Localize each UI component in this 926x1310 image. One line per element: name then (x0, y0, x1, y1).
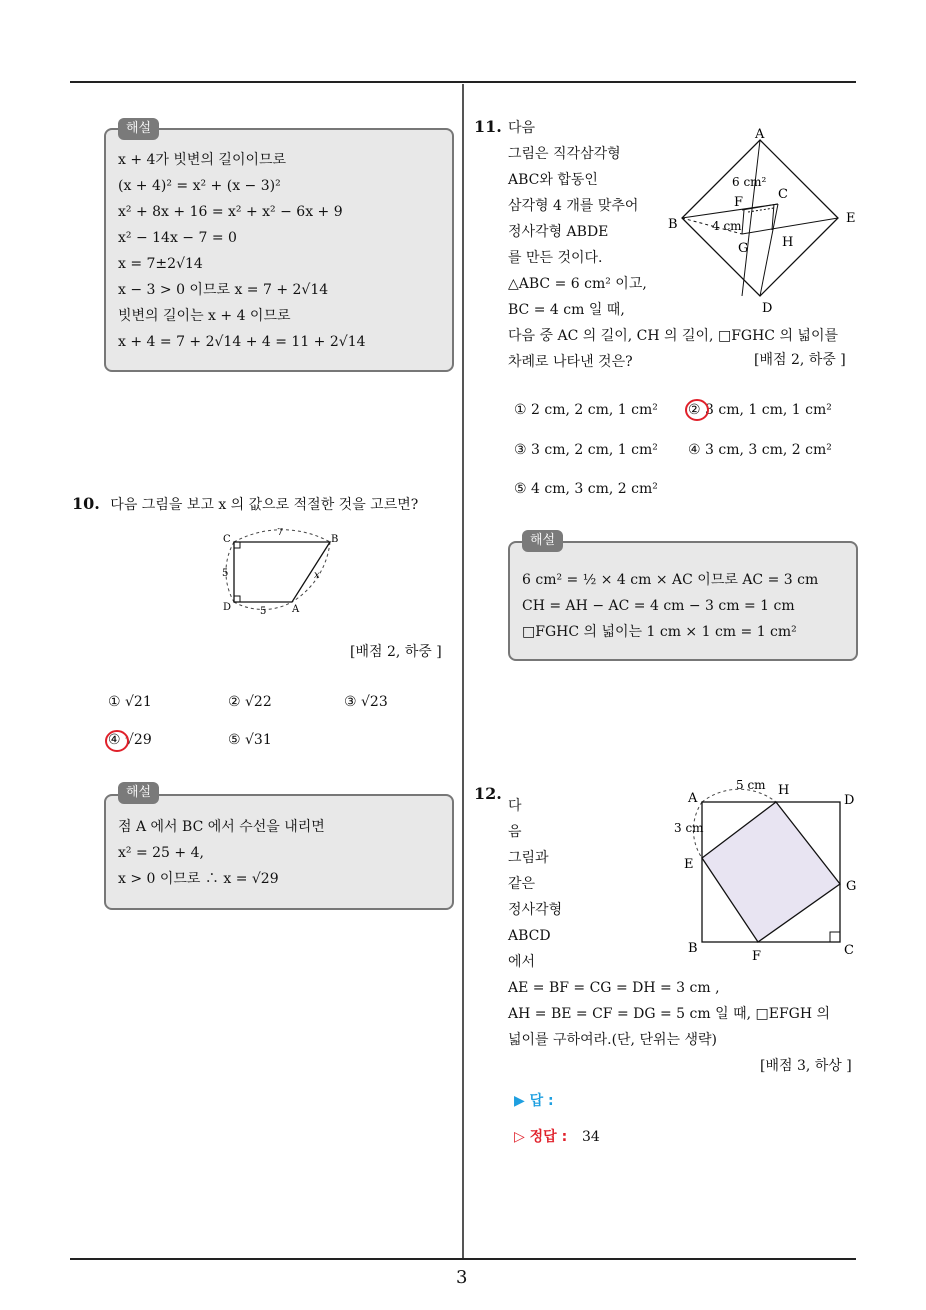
q10-label-A: A (292, 604, 300, 615)
q10-label-C: C (223, 534, 231, 545)
q12-stacked-line: 정사각형 (508, 902, 563, 918)
q12-line-1: AE = BF = CG = DH = 3 cm , (508, 980, 720, 996)
q11-explain-tag: 해설 (522, 530, 563, 552)
q11-choice-2[interactable]: ② 3 cm, 1 cm, 1 cm² (688, 402, 832, 418)
q9-line: x² + 8x + 16 = x² + x² − 6x + 9 (118, 204, 343, 220)
q11-text-last: 차례로 나타낸 것은? (508, 354, 633, 370)
q11-text-line: 다음 (508, 120, 536, 136)
q9-line: (x + 4)² = x² + (x − 3)² (118, 178, 281, 194)
q12-answer-label: ▶ 답 : (514, 1093, 554, 1109)
q12-label-A: A (688, 791, 698, 806)
q10-explain-tag: 해설 (118, 782, 159, 804)
q11-text-line: 를 만든 것이다. (508, 250, 603, 266)
q12-number: 12. (474, 784, 502, 803)
q10-label-B: B (331, 534, 339, 545)
q11-text-line: ABC와 합동인 (508, 172, 598, 188)
q9-line: x − 3 > 0 이므로 x = 7 + 2√14 (118, 282, 329, 298)
q10-choice-3[interactable]: ③ √23 (344, 694, 388, 710)
q12-line-2: AH = BE = CF = DG = 5 cm 일 때, □EFGH 의 (508, 1006, 831, 1022)
q11-explain-line: 6 cm² = ½ × 4 cm × AC 이므로 AC = 3 cm (522, 572, 819, 588)
q11-label-F: F (734, 195, 744, 210)
q10-choice-1[interactable]: ① √21 (108, 694, 152, 710)
q9-line: x = 7±2√14 (118, 256, 203, 272)
q11-number: 11. (474, 117, 502, 136)
q11-label-C: C (778, 187, 788, 202)
top-rule (70, 81, 856, 83)
q11-text-line: △ABC = 6 cm² 이고, (508, 276, 647, 292)
q10-figure (220, 528, 350, 618)
q11-text-line: 정사각형 ABDE (508, 224, 609, 240)
q11-label-B: B (668, 217, 678, 232)
q11-explain-line: □FGHC 의 넓이는 1 cm × 1 cm = 1 cm² (522, 624, 797, 640)
q12-stacked-line: ABCD (508, 928, 551, 944)
q10-label-bottom: 5 (260, 606, 267, 617)
q10-explain-line: x > 0 이므로 ∴ x = √29 (118, 871, 279, 887)
q11-label-area: 6 cm² (732, 175, 767, 189)
q11-label-A: A (755, 127, 765, 142)
q12-label-G: G (846, 879, 857, 894)
q12-label-E: E (684, 857, 694, 872)
q10-choice-5[interactable]: ⑤ √31 (228, 732, 272, 748)
q11-choice-5[interactable]: ⑤ 4 cm, 3 cm, 2 cm² (514, 481, 658, 497)
q10-choice-4[interactable]: ④ √29 (108, 732, 152, 748)
q11-label-D: D (762, 301, 773, 314)
q12-stacked-line: 에서 (508, 954, 536, 970)
q11-label-H: H (782, 235, 794, 250)
q11-choice-3[interactable]: ③ 3 cm, 2 cm, 1 cm² (514, 442, 658, 458)
q11-text-line: 그림은 직각삼각형 (508, 146, 621, 162)
q10-answer-circle (102, 726, 132, 756)
q9-line: x² − 14x − 7 = 0 (118, 230, 237, 246)
q10-label-x: x (314, 570, 320, 581)
q10-score: [배점 2, 하중 ] (350, 644, 442, 660)
q11-text-line: 삼각형 4 개를 맞추어 (508, 198, 639, 214)
q11-answer-circle (683, 396, 713, 426)
q12-stacked-line: 음 (508, 824, 522, 840)
q11-label-E: E (846, 211, 856, 226)
bottom-rule (70, 1258, 856, 1260)
q9-line: x + 4가 빗변의 길이이므로 (118, 152, 287, 168)
q11-text-line: BC = 4 cm 일 때, (508, 302, 625, 318)
q12-label-D: D (844, 793, 855, 808)
q12-stacked-text (508, 796, 562, 972)
q11-explain-line: CH = AH − AC = 4 cm − 3 cm = 1 cm (522, 598, 795, 614)
q12-label-B: B (688, 941, 698, 956)
q12-label-left: 3 cm (674, 821, 704, 835)
q12-correct-label: ▷ 정답 : (514, 1129, 568, 1145)
q10-label-D: D (223, 602, 232, 613)
q12-score: [배점 3, 하상 ] (760, 1058, 852, 1074)
q10-question-text: 다음 그림을 보고 x 의 값으로 적절한 것을 고르면? (110, 497, 419, 513)
q12-stacked-line: 그림과 (508, 850, 549, 866)
q9-explain-tag: 해설 (118, 118, 159, 140)
q11-figure (666, 124, 866, 314)
q12-correct-value: 34 (582, 1129, 600, 1145)
q11-label-G: G (738, 241, 749, 256)
q11-choice-1[interactable]: ① 2 cm, 2 cm, 1 cm² (514, 402, 658, 418)
page-number: 3 (456, 1267, 468, 1288)
q12-label-top: 5 cm (736, 778, 766, 792)
q10-explain-line: x² = 25 + 4, (118, 845, 204, 861)
q12-label-H: H (778, 783, 790, 798)
q12-stacked-line: 다 (508, 798, 522, 814)
q10-label-left: 5 (222, 568, 229, 579)
q11-choice-4[interactable]: ④ 3 cm, 3 cm, 2 cm² (688, 442, 832, 458)
q10-explain-line: 점 A 에서 BC 에서 수선을 내리면 (118, 819, 325, 835)
q10-choice-2[interactable]: ② √22 (228, 694, 272, 710)
q10-question (72, 494, 418, 515)
q11-text-full: 다음 중 AC 의 길이, CH 의 길이, □FGHC 의 넓이를 (508, 328, 839, 344)
q12-line-3: 넓이를 구하여라.(단, 단위는 생략) (508, 1032, 717, 1048)
q12-stacked-line: 같은 (508, 876, 536, 892)
q12-label-C: C (844, 943, 854, 958)
q9-line: 빗변의 길이는 x + 4 이므로 (118, 308, 291, 324)
q9-explain-lines (118, 150, 366, 352)
column-divider (462, 84, 464, 1260)
q12-label-F: F (752, 949, 762, 964)
q10-label-top: 7 (277, 528, 284, 538)
q9-line: x + 4 = 7 + 2√14 + 4 = 11 + 2√14 (118, 334, 366, 350)
q11-score: [배점 2, 하중 ] (754, 352, 846, 368)
q10-number: 10. (72, 494, 100, 513)
q11-label-len: 4 cm (712, 219, 742, 233)
q12-figure (668, 774, 858, 964)
